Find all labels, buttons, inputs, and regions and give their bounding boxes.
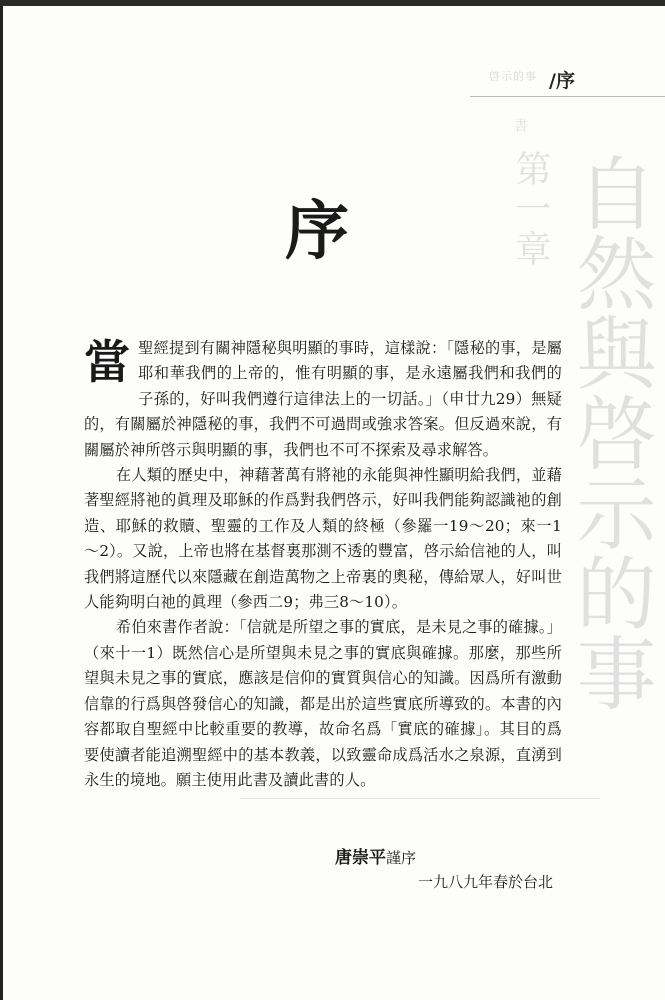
paragraph-2: 在人類的歷史中，神藉著萬有將祂的永能與神性顯明給我們，並藉著聖經將祂的眞理及耶穌的作爲對我們啓示，好叫我們能夠認識祂的創造、耶穌的救贖、聖靈的工作及人類的終極（參羅一19～20；來一1～2）。又說，上帝也將在基督裏那測不透的豐富，啓示給信祂的人，叫我們將這歷代以來隱藏在創造萬物之上帝裏的奧秘，傳給眾人，好叫世人能夠明白祂的眞理（參西二9；弗三8～10）。 — [84, 466, 562, 612]
page-top-edge — [0, 0, 665, 6]
bleed-through-small: 書 — [512, 118, 528, 132]
paragraph-3: 希伯來書作者說：「信就是所望之事的實底，是未見之事的確據。」（來十一1）既然信心是所望與未見之事的實底與確據。那麼，那些所望與未見之事的實底，應該是信仰的實質與信心的知識。因爲所有激動信靠的行爲與啓發信心的知識，都是出於這些實底所導致的。本書的內容都取自聖經中比較重要的教導，故命名爲「實底的確據」。其目的爲要使讀者能追溯聖經中的基本教義，以致靈命成爲活水之泉源，直湧到永生的境地。願主使用此書及讀此書的人。 — [84, 618, 562, 789]
header-rule — [470, 96, 665, 97]
bleed-through-book-title: 自然與啓示的事 — [563, 152, 656, 712]
author-signature — [335, 843, 416, 868]
page-left-edge — [0, 0, 3, 1000]
running-header: /序 — [549, 70, 575, 92]
signature-suffix: 謹序 — [386, 849, 417, 867]
paragraph-1-text: 聖經提到有關神隱秘與明顯的事時，這樣說：「隱秘的事，是屬耶和華我們的上帝的，惟有明顯的事，是永遠屬我們和我們的子孫的，好叫我們遵行這律法上的一切話。」（申廿九29）無疑的，有關屬於神隱秘的事，我們不可過問或強求答案。但反過來說，有關屬於神所啓示與明顯的事，我們也不可不探索及尋求解答。 — [84, 339, 562, 459]
bleed-through-chapter: 第一章 — [510, 150, 551, 270]
signature-date-place: 一九八九年春於台北 — [418, 873, 554, 891]
author-name: 唐崇平 — [335, 848, 386, 868]
drop-cap: 當 — [84, 335, 131, 389]
page-title: 序 — [285, 194, 349, 269]
preface-body — [84, 336, 562, 793]
running-header-ghost-text: 啓示的事 — [489, 70, 537, 83]
bleed-through-line — [240, 798, 600, 799]
paragraph-1 — [84, 336, 562, 463]
